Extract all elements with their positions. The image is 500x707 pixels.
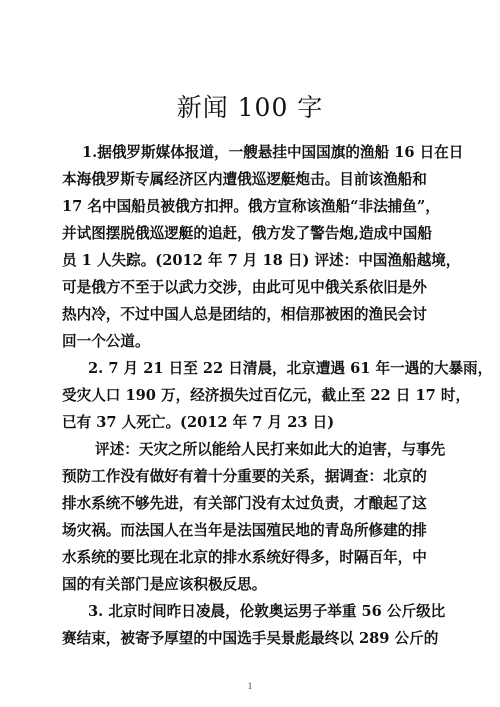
text-line: 预防工作没有做好有着十分重要的关系，据调查：北京的 xyxy=(62,468,427,485)
text-line: 场灾祸。而法国人在当年是法国殖民地的青岛所修建的排 xyxy=(62,522,427,539)
page-number: 1 xyxy=(247,681,253,691)
text-line: 1.据俄罗斯媒体报道，一艘悬挂中国国旗的渔船 16 日在日 xyxy=(82,144,464,161)
text-line: 本海俄罗斯专属经济区内遭俄巡逻艇炮击。目前该渔船和 xyxy=(62,171,427,188)
text-line: 热内冷，不过中国人总是团结的，相信那被困的渔民会讨 xyxy=(62,306,427,323)
text-line: 2. 7 月 21 日至 22 日清晨，北京遭遇 61 年一遇的大暴雨， xyxy=(88,360,493,377)
text-line: 可是俄方不至于以武力交涉，由此可见中俄关系依旧是外 xyxy=(62,279,427,296)
text-line: 并试图摆脱俄巡逻艇的追赶，俄方发了警告炮,造成中国船 xyxy=(62,225,432,242)
text-line: 国的有关部门是应该积极反思。 xyxy=(62,576,267,593)
text-line: 3. 北京时间昨日凌晨，伦敦奥运男子举重 56 公斤级比 xyxy=(88,603,446,620)
text-line: 排水系统不够先进，有关部门没有太过负责，才酿起了这 xyxy=(62,495,427,512)
text-line: 水系统的要比现在北京的排水系统好得多，时隔百年，中 xyxy=(62,549,427,566)
text-line: 17 名中国船员被俄方扣押。俄方宣称该渔船“非法捕鱼”， xyxy=(62,198,440,215)
text-line: 员 1 人失踪。(2012 年 7 月 18 日) 评述：中国渔船越境， xyxy=(62,252,461,269)
text-line: 受灾人口 190 万，经济损失过百亿元，截止至 22 日 17 时， xyxy=(62,387,471,404)
page-title: 新闻 100 字 xyxy=(176,93,324,122)
text-line: 已有 37 人死亡。(2012 年 7 月 23 日) xyxy=(62,414,335,431)
text-line: 赛结束，被寄予厚望的中国选手吴景彪最终以 289 公斤的 xyxy=(62,630,439,647)
text-line: 评述：天灾之所以能给人民打来如此大的迫害，与事先 xyxy=(95,441,446,458)
text-line: 回一个公道。 xyxy=(62,333,150,350)
